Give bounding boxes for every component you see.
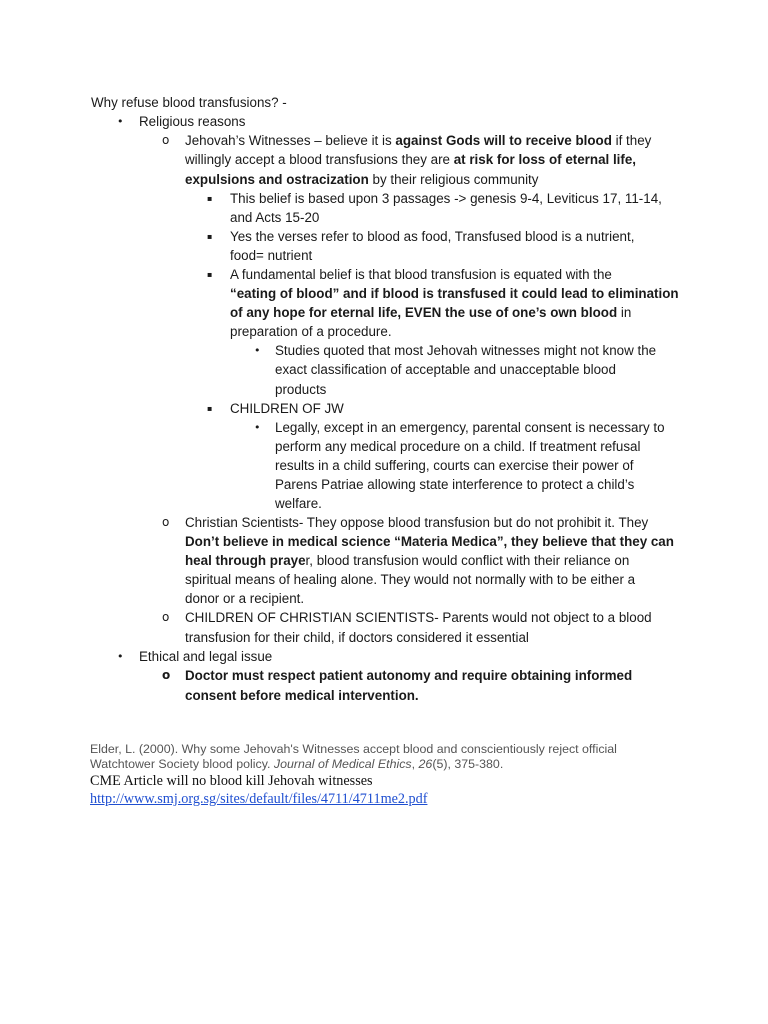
square-marker: ▪ [207, 404, 213, 413]
text-segment: Jehovah’s Witnesses – believe it is [185, 133, 396, 148]
children-cs-line-1: CHILDREN OF CHRISTIAN SCIENTISTS- Parents would not object to a blood [185, 610, 652, 625]
circle-marker: o [162, 610, 170, 624]
reference-pages: (5), 375-380. [432, 757, 504, 771]
legally-line-3: results in a child suffering, courts can exercise their power of [275, 458, 634, 473]
cme-article-title: CME Article will no blood kill Jehovah witnesses [90, 773, 373, 789]
bold-text-segment: at risk for loss of eternal life, [453, 152, 637, 167]
doctor-line-2: consent before medical intervention. [185, 688, 419, 703]
bullet-marker: • [117, 115, 124, 128]
page-heading: Why refuse blood transfusions? - [91, 95, 287, 110]
bullet-marker: • [254, 421, 261, 434]
studies-line-3: products [275, 382, 327, 397]
children-cs-line-2: transfusion for their child, if doctors considered it essential [185, 630, 529, 645]
fundamental-line-3 [230, 303, 631, 322]
legally-line-2: perform any medical procedure on a child. If treatment refusal [275, 439, 641, 454]
legally-line-1: Legally, except in an emergency, parental consent is necessary to [275, 420, 665, 435]
article-pdf-link[interactable]: http://www.smj.org.sg/sites/default/files/4711/4711me2.pdf [90, 791, 428, 807]
legally-line-5: welfare. [275, 496, 322, 511]
verses-line-2: food= nutrient [230, 248, 313, 263]
reference-line-1: Elder, L. (2000). Why some Jehovah's Witnesses accept blood and conscientiously reject official [90, 742, 617, 756]
studies-line-2: exact classification of acceptable and unacceptable blood [275, 362, 616, 377]
journal-name: Journal of Medical Ethics [273, 757, 412, 771]
reference-line-2 [90, 757, 503, 772]
text-segment: r, blood transfusion would conflict with their reliance on [305, 553, 630, 568]
text-segment: by their religious community [368, 172, 539, 187]
children-jw-item: CHILDREN OF JW [230, 401, 344, 416]
studies-line-1: Studies quoted that most Jehovah witnesses might not know the [275, 343, 657, 358]
square-marker: ▪ [207, 270, 213, 279]
jw-line-2 [185, 150, 636, 169]
journal-volume: 26 [418, 757, 433, 771]
jw-line-3 [185, 170, 538, 189]
square-marker: ▪ [207, 232, 213, 241]
religious-reasons-item: Religious reasons [139, 114, 246, 129]
text-segment: in [617, 305, 632, 320]
bold-text-segment: heal through praye [185, 553, 306, 568]
passages-line-2: and Acts 15-20 [230, 210, 320, 225]
cs-line-3 [185, 551, 629, 570]
bold-text-segment: against Gods will to receive blood [395, 133, 612, 148]
bold-text-segment: expulsions and ostracization [185, 172, 369, 187]
reference-sep: , [411, 757, 419, 771]
doctor-line-1: Doctor must respect patient autonomy and require obtaining informed [185, 668, 633, 683]
text-segment: willingly accept a blood transfusions they are [185, 152, 454, 167]
fundamental-line-2: “eating of blood” and if blood is transfused it could lead to elimination [230, 286, 679, 301]
circle-marker: o [162, 133, 170, 147]
fundamental-line-4: preparation of a procedure. [230, 324, 392, 339]
text-segment: if they [611, 133, 652, 148]
cs-line-4: spiritual means of healing alone. They would not normally with to be either a [185, 572, 636, 587]
circle-marker: o [162, 668, 171, 682]
fundamental-line-1: A fundamental belief is that blood transfusion is equated with the [230, 267, 612, 282]
cs-line-2: Don’t believe in medical science “Materia Medica”, they believe that they can [185, 534, 674, 549]
cs-line-5: donor or a recipient. [185, 591, 305, 606]
square-marker: ▪ [207, 194, 213, 203]
bullet-marker: • [254, 344, 261, 357]
passages-line-1: This belief is based upon 3 passages -> genesis 9-4, Leviticus 17, 11-14, [230, 191, 662, 206]
verses-line-1: Yes the verses refer to blood as food, Transfused blood is a nutrient, [230, 229, 635, 244]
ethical-item: Ethical and legal issue [139, 649, 273, 664]
cs-line-1: Christian Scientists- They oppose blood transfusion but do not prohibit it. They [185, 515, 649, 530]
bold-text-segment: of any hope for eternal life, EVEN the use of one’s own blood [230, 305, 618, 320]
circle-marker: o [162, 515, 170, 529]
reference-title: Watchtower Society blood policy. [90, 757, 274, 771]
bullet-marker: • [117, 650, 124, 663]
jw-line-1 [185, 131, 651, 150]
legally-line-4: Parens Patriae allowing state interference to protect a child’s [275, 477, 635, 492]
